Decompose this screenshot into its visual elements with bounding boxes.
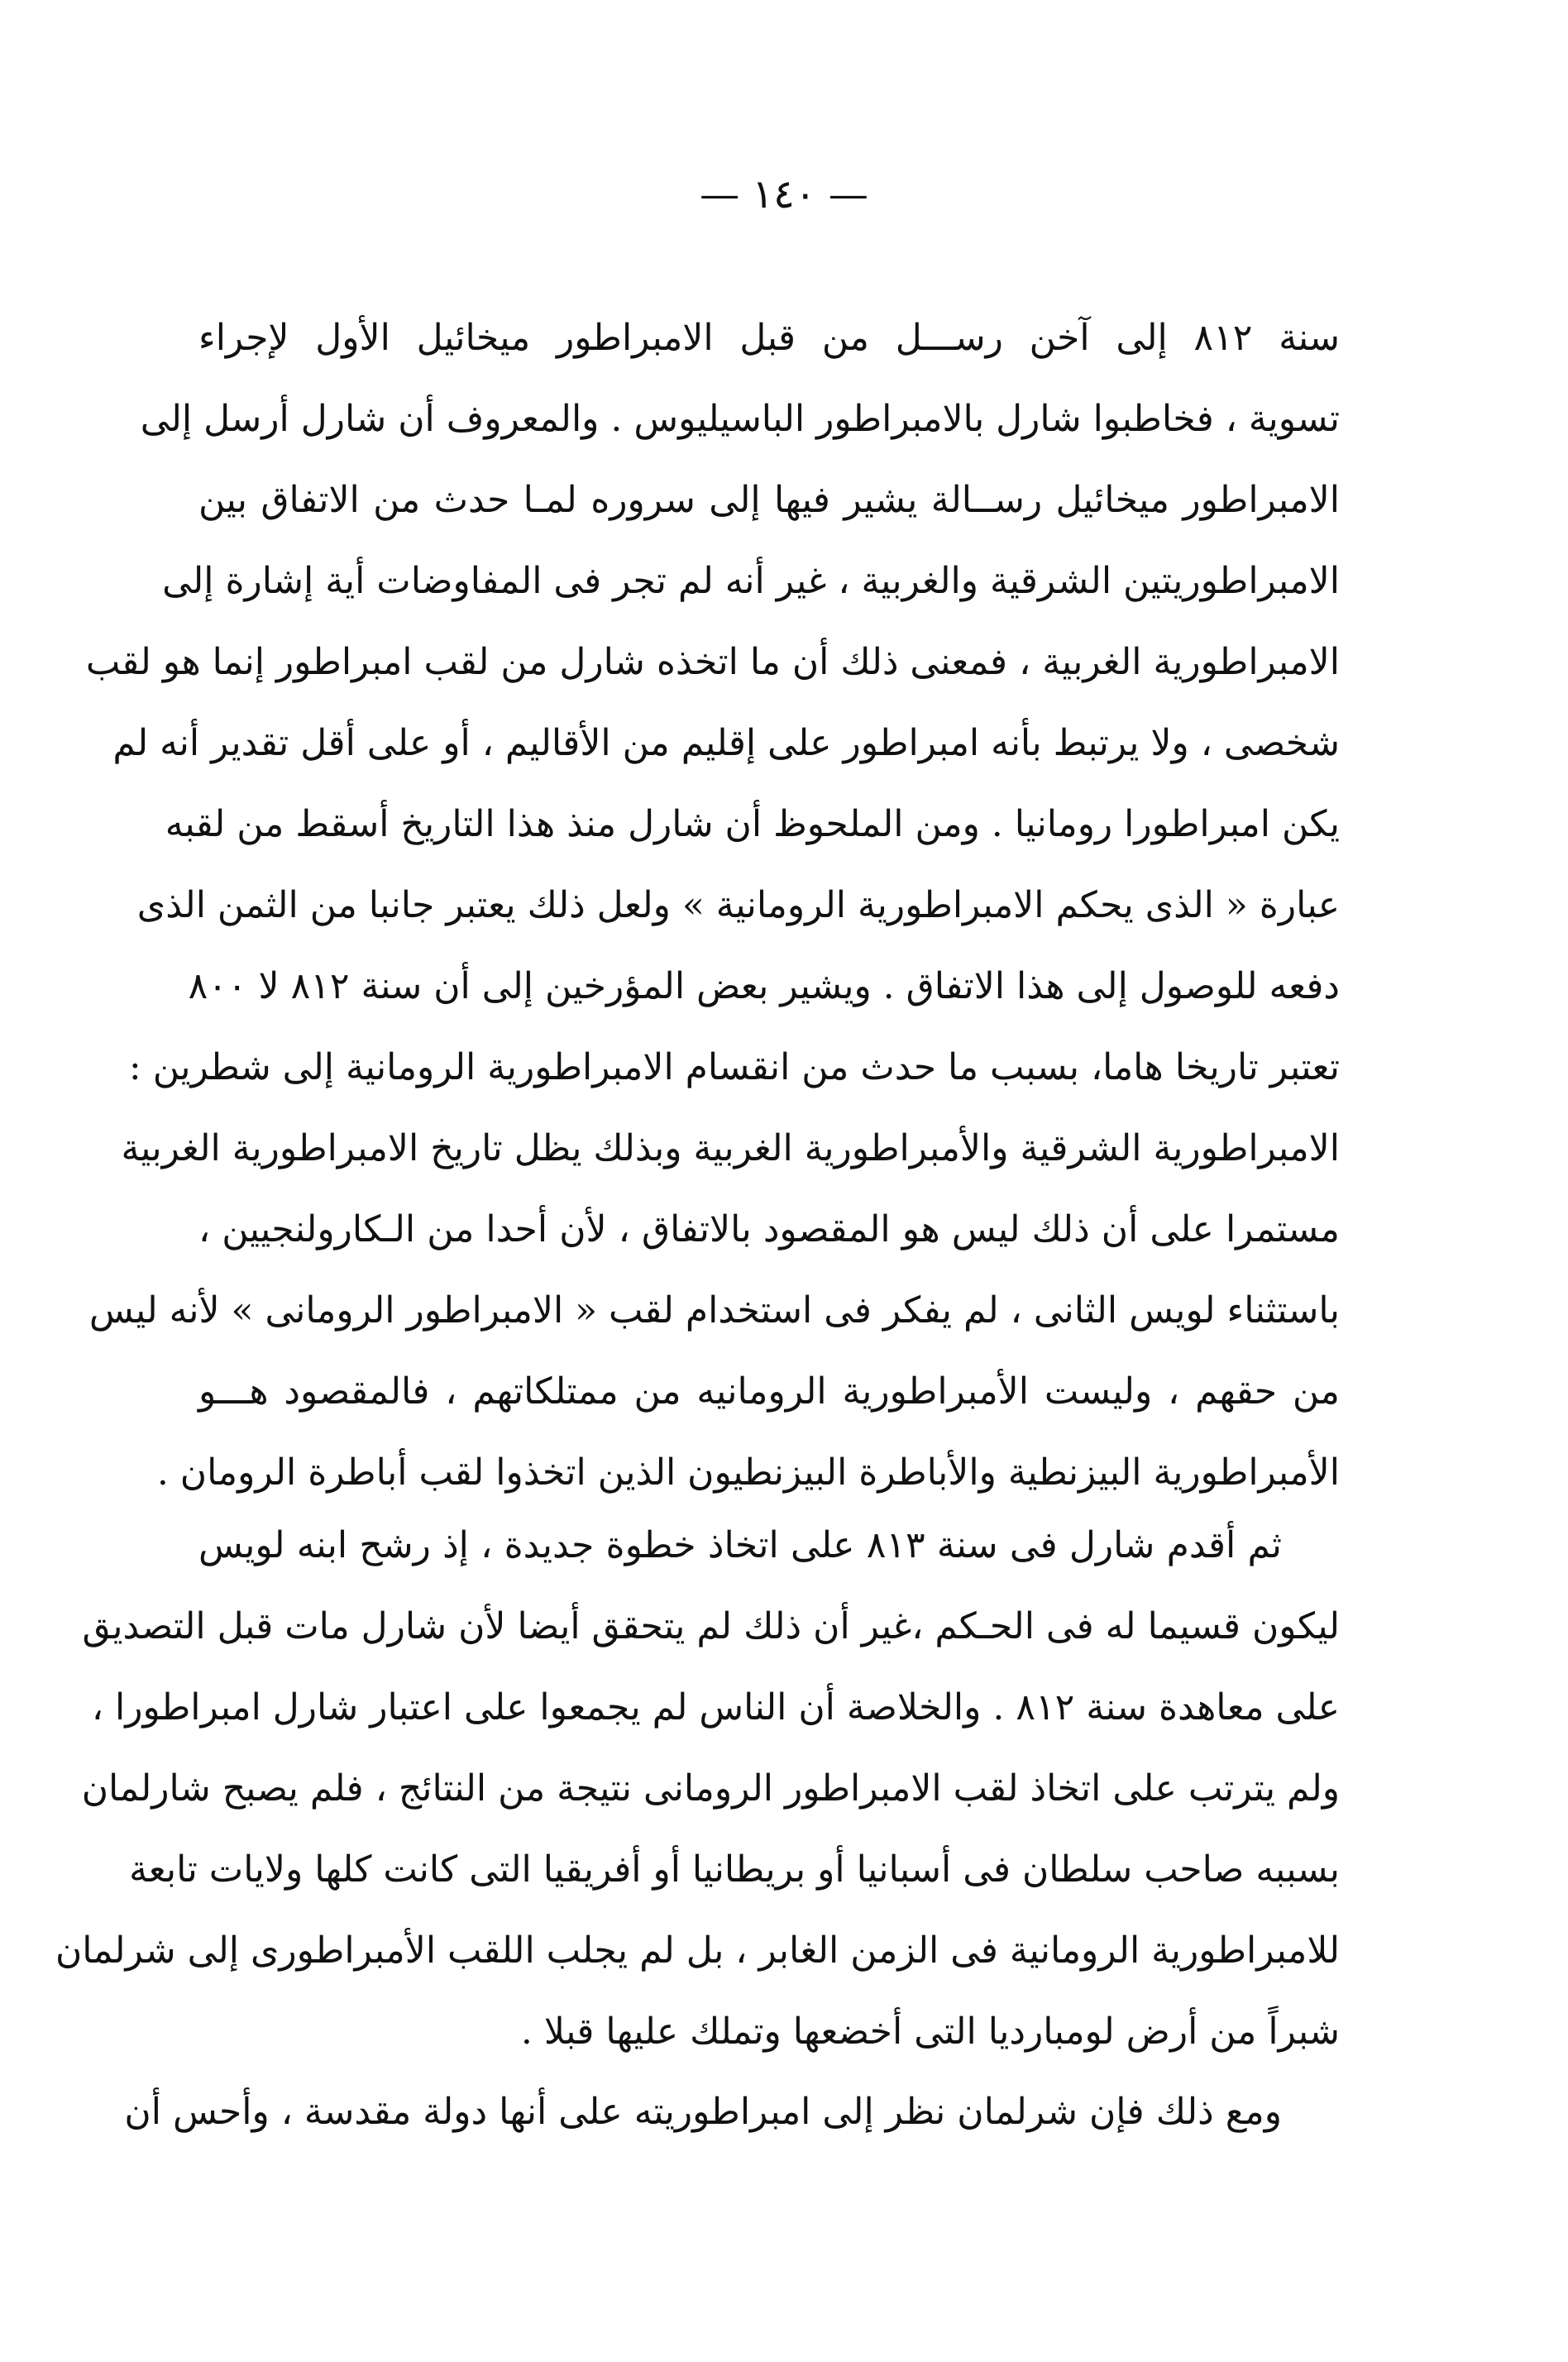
text-line: ولم يترتب على اتخاذ لقب الامبراطور الرومانى نتيجة من النتائج ، فلم يصبح شارلمان — [81, 1767, 1340, 1810]
text-line: باستثناء لويس الثانى ، لم يفكر فى استخدام لقب « الامبراطور الرومانى » لأنه ليس — [88, 1289, 1340, 1332]
text-line: الأمبراطورية البيزنطية والأباطرة البيزنطيون الذين اتخذوا لقب أباطرة الرومان . — [156, 1451, 1340, 1494]
text-line: يكن امبراطورا رومانيا . ومن الملحوظ أن شارل منذ هذا التاريخ أسقط من لقبه — [165, 803, 1340, 845]
paragraph-2 — [55, 1505, 1340, 2073]
text-line: ليكون قسيما له فى الحـكم ،غير أن ذلك لم يتحقق أيضا لأن شارل مات قبل التصديق — [82, 1605, 1340, 1647]
text-line: على معاهدة سنة ٨١٢ . والخلاصة أن الناس لم يجمعوا على اعتبار شارل امبراطورا ، — [91, 1686, 1340, 1728]
text-line: الامبراطوريتين الشرقية والغربية ، غير أنه لم تجر فى المفاوضات أية إشارة إلى — [162, 560, 1340, 602]
text-line: الامبراطورية الشرقية والأمبراطورية الغربية وبذلك يظل تاريخ الامبراطورية الغربية — [121, 1127, 1340, 1169]
text-line: شبراً من أرض لومبارديا التى أخضعها وتملك عليها قبلا . — [520, 2011, 1340, 2053]
text-line: ثم أقدم شارل فى سنة ٨١٣ على اتخاذ خطوة جديدة ، إذ رشح ابنه لويس — [198, 1524, 1282, 1566]
paragraph-1 — [85, 298, 1340, 1513]
page-number: — ١٤٠ — — [700, 171, 868, 218]
text-line: الامبراطورية الغربية ، فمعنى ذلك أن ما اتخذه شارل من لقب امبراطور إنما هو لقب — [85, 641, 1340, 683]
text-line: بسببه صاحب سلطان فى أسبانيا أو بريطانيا أو أفريقيا التى كانت كلها ولايات تابعة — [129, 1848, 1340, 1891]
text-line: شخصى ، ولا يرتبط بأنه امبراطور على إقليم من الأقاليم ، أو على أقل تقدير أنه لم — [112, 722, 1340, 764]
text-line: من حقهم ، وليست الأمبراطورية الرومانيه من ممتلكاتهم ، فالمقصود هـــو — [198, 1370, 1340, 1413]
text-line: مستمرا على أن ذلك ليس هو المقصود بالاتفاق ، لأن أحدا من الـكارولنجيين ، — [198, 1208, 1340, 1250]
text-line: ومع ذلك فإن شرلمان نظر إلى امبراطوريته على أنها دولة مقدسة ، وأحس أن — [124, 2091, 1282, 2133]
text-line: عبارة « الذى يحكم الامبراطورية الرومانية » ولعل ذلك يعتبر جانبا من الثمن الذى — [136, 884, 1340, 926]
text-line: تعتبر تاريخا هاما، بسبب ما حدث من انقسام الامبراطورية الرومانية إلى شطرين : — [128, 1046, 1340, 1088]
text-line: للامبراطورية الرومانية فى الزمن الغابر ، بل لم يجلب اللقب الأمبراطورى إلى شرلمان — [55, 1929, 1340, 1972]
text-line: تسوية ، فخاطبوا شارل بالامبراطور الباسيليوس . والمعروف أن شارل أرسل إلى — [140, 398, 1340, 440]
text-line: الامبراطور ميخائيل رســالة يشير فيها إلى سروره لمـا حدث من الاتفاق بين — [198, 479, 1340, 521]
text-line: سنة ٨١٢ إلى آخن رســـل من قبل الامبراطور ميخائيل الأول لإجراء — [198, 317, 1340, 359]
text-line: دفعه للوصول إلى هذا الاتفاق . ويشير بعض المؤرخين إلى أن سنة ٨١٢ لا ٨٠٠ — [188, 965, 1340, 1007]
paragraph-3 — [124, 2072, 1340, 2153]
